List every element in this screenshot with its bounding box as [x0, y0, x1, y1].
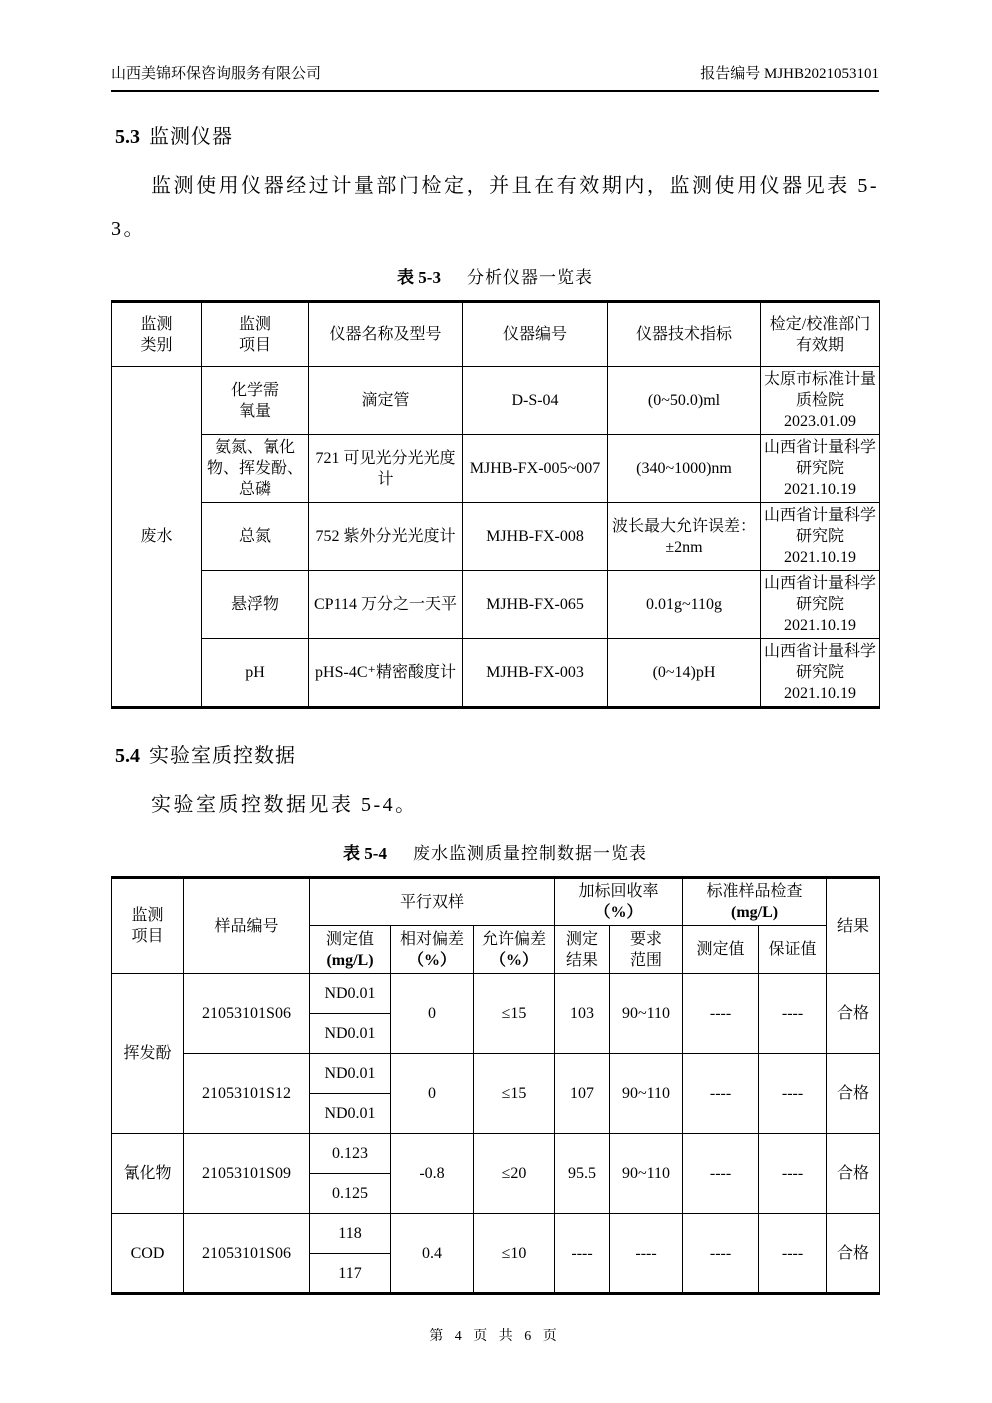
- t53-instrument-cell: 721 可见光分光光度计: [309, 435, 463, 503]
- t54-header-standard: [683, 878, 827, 926]
- table-5-4-caption: [111, 839, 879, 864]
- t54-standard-measured-cell: ----: [683, 1214, 759, 1294]
- t53-row-total-nitrogen: [112, 503, 880, 571]
- table-5-4-caption-number: 表 5-4: [343, 844, 387, 863]
- t54-item-cell: 氰化物: [112, 1134, 184, 1214]
- company-name: 山西美锦环保咨询服务有限公司: [111, 66, 322, 82]
- t54-sample-cell: 21053101S06: [184, 1214, 310, 1294]
- t53-spec-cell: (0~14)pH: [608, 639, 761, 708]
- t54-header-recovery-range-label: 要求范围: [630, 930, 663, 969]
- t54-header-measured: [310, 926, 391, 974]
- t53-spec-cell: 0.01g~110g: [608, 571, 761, 639]
- t54-allow-dev-cell: ≤15: [474, 1054, 555, 1134]
- t53-item-cell: 悬浮物: [202, 571, 309, 639]
- t54-header-recovery-result-label: 测定结果: [566, 930, 599, 969]
- t53-code-cell: MJHB-FX-003: [463, 639, 608, 708]
- t54-header-rel-dev: [391, 926, 474, 974]
- t54-header-rel-dev-unit: （%）: [407, 951, 456, 969]
- t54-measured-cell: ND0.01: [310, 974, 391, 1014]
- t53-code-cell: D-S-04: [463, 367, 608, 435]
- t53-dept-cell: [761, 571, 880, 639]
- t54-header-recovery-label: 加标回收率: [578, 883, 659, 900]
- t54-measured-cell: 0.125: [310, 1174, 391, 1214]
- t53-item-cell: [202, 367, 309, 435]
- table-5-3-caption-title: 分析仪器一览表: [466, 268, 593, 287]
- t54-header-recovery-result: [555, 926, 610, 974]
- document-header: [111, 62, 879, 92]
- t53-code-cell: MJHB-FX-008: [463, 503, 608, 571]
- t53-header-row: [112, 302, 880, 367]
- t53-item-label: 化学需氧量: [230, 381, 279, 420]
- t54-header-standard-measured: 测定值: [683, 926, 759, 974]
- t54-header-recovery-range: [610, 926, 683, 974]
- t53-row-cod: [112, 367, 880, 435]
- t54-result-cell: 合格: [827, 1054, 880, 1134]
- t54-allow-dev-cell: ≤10: [474, 1214, 555, 1294]
- t54-header-measured-unit: (mg/L): [326, 951, 374, 969]
- t54-recovery-result-cell: 95.5: [555, 1134, 610, 1214]
- t54-rel-dev-cell: -0.8: [391, 1134, 474, 1214]
- t54-result-cell: 合格: [827, 974, 880, 1054]
- t54-item-cell: 挥发酚: [112, 974, 184, 1134]
- t54-allow-dev-cell: ≤15: [474, 974, 555, 1054]
- t54-header-recovery-unit: （%）: [594, 904, 643, 921]
- t54-result-cell: 合格: [827, 1214, 880, 1294]
- t53-row-ammonia: [112, 435, 880, 503]
- t53-code-cell: MJHB-FX-065: [463, 571, 608, 639]
- t53-code-cell: MJHB-FX-005~007: [463, 435, 608, 503]
- t53-instrument-cell: CP114 万分之一天平: [309, 571, 463, 639]
- t54-header-allow-dev-unit: （%）: [490, 951, 539, 969]
- t54-header-standard-unit: (mg/L): [730, 904, 779, 921]
- t53-row-suspended-solids: [112, 571, 880, 639]
- t53-dept-name: 山西省计量科学研究院: [764, 643, 877, 681]
- t53-dept-cell: [761, 503, 880, 571]
- t53-item-cell: pH: [202, 639, 309, 708]
- section-5-4-heading: [115, 739, 879, 768]
- t54-item-cell: COD: [112, 1214, 184, 1294]
- t53-header-code: 仪器编号: [463, 302, 608, 367]
- t53-category-cell: 废水: [112, 367, 202, 708]
- t53-spec-cell: 波长最大允许误差：±2nm: [608, 503, 761, 571]
- t53-dept-cell: [761, 639, 880, 708]
- t53-header-category: [112, 302, 202, 367]
- t54-sample-cell: 21053101S09: [184, 1134, 310, 1214]
- t54-rel-dev-cell: 0: [391, 974, 474, 1054]
- section-5-3-paragraph: 监测使用仪器经过计量部门检定，并且在有效期内，监测使用仪器见表 5-3。: [111, 175, 879, 240]
- t54-standard-measured-cell: ----: [683, 974, 759, 1054]
- t54-header-measured-label: 测定值: [325, 930, 374, 948]
- t53-spec-cell: (0~50.0)ml: [608, 367, 761, 435]
- t54-measured-cell: 117: [310, 1254, 391, 1294]
- t54-recovery-result-cell: ----: [555, 1214, 610, 1294]
- t53-header-item: [202, 302, 309, 367]
- t54-standard-guaranteed-cell: ----: [759, 1214, 827, 1294]
- t53-instrument-cell: pHS-4C⁺精密酸度计: [309, 639, 463, 708]
- t54-standard-guaranteed-cell: ----: [759, 974, 827, 1054]
- t53-instrument-cell: 752 紫外分光光度计: [309, 503, 463, 571]
- t53-dept-valid-date: 2021.10.19: [784, 685, 856, 702]
- t53-dept-name: 山西省计量科学研究院: [764, 507, 877, 545]
- t53-dept-cell: [761, 435, 880, 503]
- t53-dept-valid-date: 2023.01.09: [784, 413, 856, 430]
- table-5-3-caption-number: 表 5-3: [397, 268, 441, 287]
- t53-dept-name: 山西省计量科学研究院: [764, 439, 877, 477]
- t54-row: [112, 1214, 880, 1254]
- t54-header-sample-no: 样品编号: [184, 878, 310, 974]
- t53-dept-valid-date: 2021.10.19: [784, 617, 856, 634]
- t53-dept-valid-date: 2021.10.19: [784, 549, 856, 566]
- t54-result-cell: 合格: [827, 1134, 880, 1214]
- t53-row-ph: [112, 639, 880, 708]
- t54-header-item: [112, 878, 184, 974]
- t54-rel-dev-cell: 0.4: [391, 1214, 474, 1294]
- t53-header-instrument: 仪器名称及型号: [309, 302, 463, 367]
- t54-row: [112, 1054, 880, 1094]
- t54-recovery-result-cell: 107: [555, 1054, 610, 1134]
- t54-recovery-range-cell: 90~110: [610, 974, 683, 1054]
- t54-row: [112, 974, 880, 1014]
- t54-header-rel-dev-label: 相对偏差: [399, 930, 464, 948]
- section-5-3-number: 5.3: [115, 126, 140, 148]
- table-5-3-caption: [111, 263, 879, 288]
- t54-measured-cell: 118: [310, 1214, 391, 1254]
- table-5-3: [111, 300, 880, 709]
- t53-item-cell: 氨氮、氰化物、挥发酚、总磷: [202, 435, 309, 503]
- t54-recovery-range-cell: ----: [610, 1214, 683, 1294]
- t54-rel-dev-cell: 0: [391, 1054, 474, 1134]
- t54-measured-cell: 0.123: [310, 1134, 391, 1174]
- t54-header-recovery: [555, 878, 683, 926]
- table-5-4: [111, 876, 880, 1295]
- t53-item-cell: 总氮: [202, 503, 309, 571]
- t54-header-standard-label: 标准样品检查: [706, 883, 803, 900]
- t54-header-result: 结果: [827, 878, 880, 974]
- section-5-3-heading: [115, 120, 879, 149]
- t54-recovery-range-cell: 90~110: [610, 1134, 683, 1214]
- t54-header-item-label: 监测项目: [131, 907, 164, 945]
- t54-standard-guaranteed-cell: ----: [759, 1134, 827, 1214]
- t53-header-spec: 仪器技术指标: [608, 302, 761, 367]
- t53-header-item-label: 监测项目: [238, 315, 271, 354]
- t53-header-category-label: 监测类别: [140, 315, 173, 354]
- section-5-4-title: 实验室质控数据: [149, 745, 296, 767]
- t53-dept-name: 太原市标准计量质检院: [764, 371, 877, 409]
- t53-dept-valid-date: 2021.10.19: [784, 481, 856, 498]
- t54-recovery-result-cell: 103: [555, 974, 610, 1054]
- t54-standard-measured-cell: ----: [683, 1134, 759, 1214]
- section-5-4-paragraph: 实验室质控数据见表 5-4。: [151, 794, 418, 816]
- page-footer: 第 4 页 共 6 页: [429, 1329, 561, 1344]
- t54-row: [112, 1134, 880, 1174]
- t53-instrument-cell: 滴定管: [309, 367, 463, 435]
- t54-measured-cell: ND0.01: [310, 1094, 391, 1134]
- t54-sample-cell: 21053101S12: [184, 1054, 310, 1134]
- t54-header-allow-dev-label: 允许偏差: [482, 930, 547, 948]
- table-5-4-caption-title: 废水监测质量控制数据一览表: [412, 844, 647, 863]
- section-5-4-number: 5.4: [115, 745, 140, 767]
- t54-measured-cell: ND0.01: [310, 1054, 391, 1094]
- t54-standard-measured-cell: ----: [683, 1054, 759, 1134]
- t54-recovery-range-cell: 90~110: [610, 1054, 683, 1134]
- t53-header-dept: 检定/校准部门有效期: [761, 302, 880, 367]
- t54-allow-dev-cell: ≤20: [474, 1134, 555, 1214]
- section-5-3-title: 监测仪器: [149, 126, 233, 148]
- t54-header-parallel: 平行双样: [310, 878, 555, 926]
- t54-header-allow-dev: [474, 926, 555, 974]
- t54-sample-cell: 21053101S06: [184, 974, 310, 1054]
- t53-dept-name: 山西省计量科学研究院: [764, 575, 877, 613]
- t54-measured-cell: ND0.01: [310, 1014, 391, 1054]
- t54-header-standard-guaranteed: 保证值: [759, 926, 827, 974]
- t54-header-row-1: [112, 878, 880, 926]
- report-number: 报告编号 MJHB2021053101: [700, 66, 879, 82]
- t53-dept-cell: [761, 367, 880, 435]
- t54-standard-guaranteed-cell: ----: [759, 1054, 827, 1134]
- t53-spec-cell: (340~1000)nm: [608, 435, 761, 503]
